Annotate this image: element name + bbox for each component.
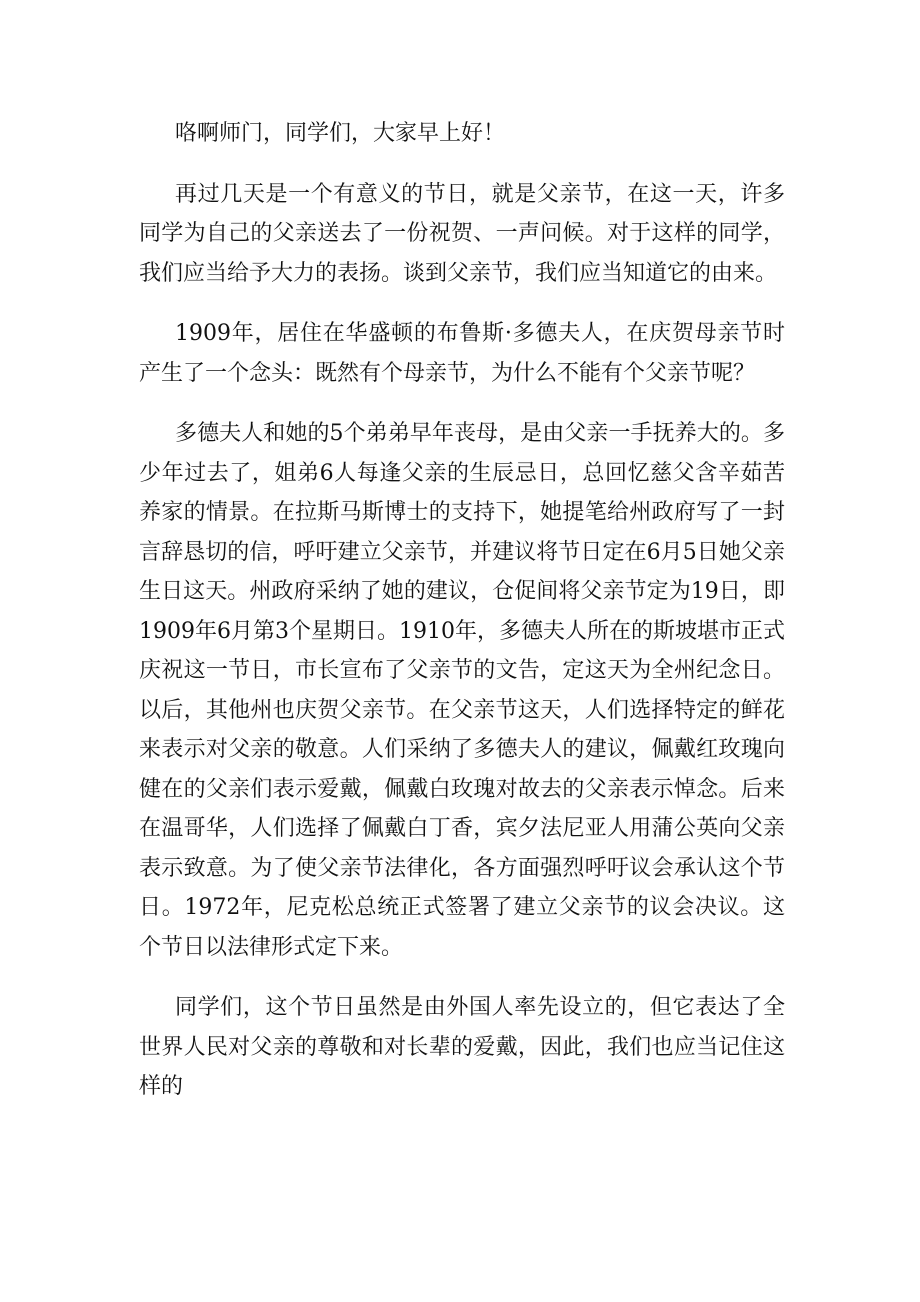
paragraph-history: 多德夫人和她的5个弟弟早年丧母，是由父亲一手抚养大的。多少年过去了，姐弟6人每逢父亲的生辰忌日，总回忆慈父含辛茹苦养家的情景。在拉斯马斯博士的支持下，她提笔给州政府写了一封言辞恳切的信，呼吁建立父亲节，并建议将节日定在6月5日她父亲生日这天。州政府采纳了她的建议，仓促间将父亲节定为19日，即1909年6月第3个星期日。1910年，多德夫人所在的斯坡堪市正式庆祝这一节日，市长宣布了父亲节的文告，定这天为全州纪念日。以后，其他州也庆贺父亲节。在父亲节这天，人们选择特定的鲜花来表示对父亲的敬意。人们采纳了多德夫人的建议，佩戴红玫瑰向健在的父亲们表示爱戴，佩戴白玫瑰对故去的父亲表示悼念。后来在温哥华，人们选择了佩戴白丁香，宾夕法尼亚人用蒲公英向父亲表示致意。为了使父亲节法律化，各方面强烈呼吁议会承认这个节日。1972年，尼克松总统正式签署了建立父亲节的议会决议。这个节日以法律形式定下来。 <box>139 421 785 960</box>
speech-text-body <box>139 114 785 1107</box>
paragraph-greeting: 咯啊师门，同学们，大家早上好！ <box>175 121 506 146</box>
paragraph-origin-1909: 1909年，居住在华盛顿的布鲁斯·多德夫人，在庆贺母亲节时产生了一个念头：既然有个母亲节，为什么不能有个父亲节呢？ <box>139 321 785 386</box>
paragraph-intro: 再过几天是一个有意义的节日，就是父亲节，在这一天，许多同学为自己的父亲送去了一份祝贺、一声问候。对于这样的同学，我们应当给予大力的表扬。谈到父亲节，我们应当知道它的由来。 <box>139 181 785 286</box>
paragraph-conclusion: 同学们，这个节日虽然是由外国人率先设立的，但它表达了全世界人民对父亲的尊敬和对长辈的爱戴，因此，我们也应当记住这样的 <box>139 995 785 1099</box>
